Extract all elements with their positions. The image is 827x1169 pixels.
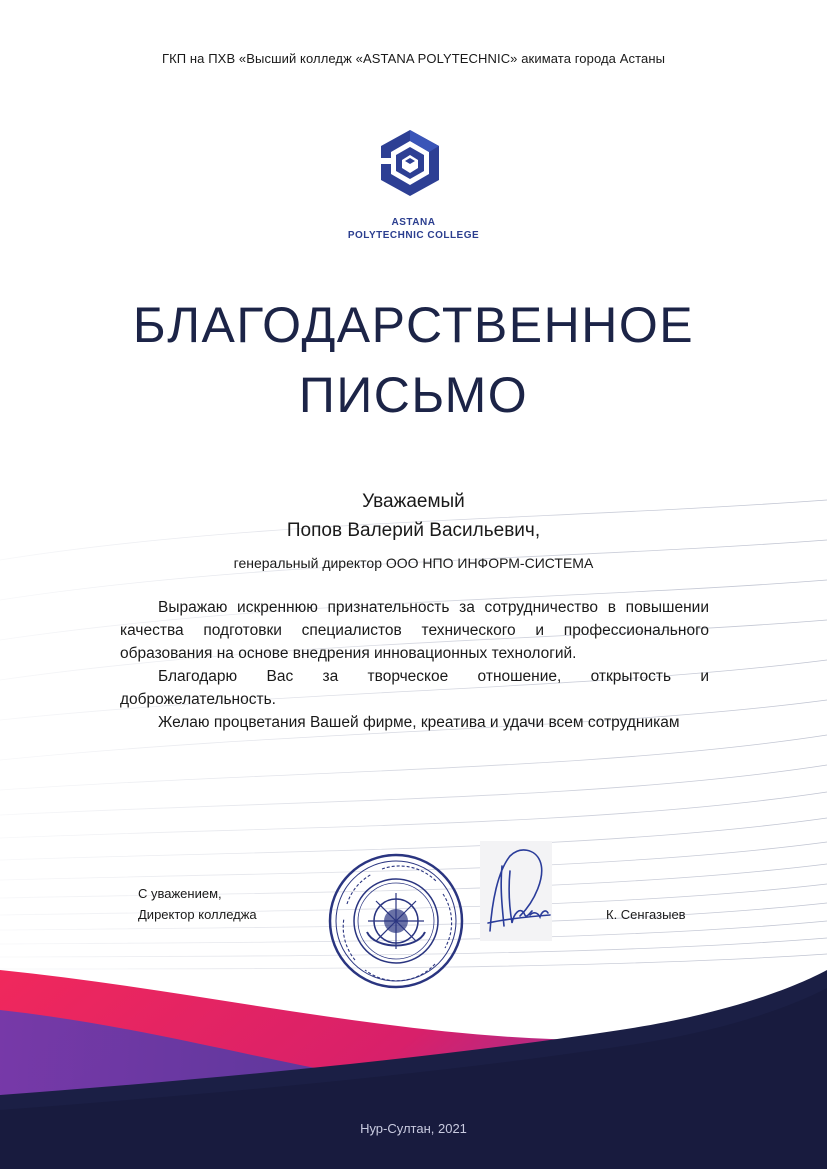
place-and-date: Нур-Султан, 2021 <box>360 1121 467 1136</box>
document-title-line1: БЛАГОДАРСТВЕННОЕ <box>132 297 695 353</box>
document-title-line2: ПИСЬМО <box>298 367 529 423</box>
letter-body <box>120 596 709 734</box>
official-seal-icon <box>327 852 465 990</box>
body-paragraph-1: Выражаю искреннюю признательность за сотрудничество в повышении качества подготовки специалистов технического и профессионального образования на основе внедрения инновационных технологий. <box>120 599 709 662</box>
recipient-name: Попов Валерий Васильевич, <box>286 520 541 541</box>
body-paragraph-3: Желаю процветания Вашей фирме, креатива и удачи всем сотрудникам <box>158 714 680 731</box>
body-paragraph-2: Благодарю Вас за творческое отношение, открытость и доброжелательность. <box>120 668 709 708</box>
greeting: Уважаемый <box>362 491 465 512</box>
handwritten-signature-icon <box>480 841 552 941</box>
astana-polytechnic-logo-icon <box>377 128 443 198</box>
recipient-position: генеральный директор ООО НПО ИНФОРМ-СИСТЕМА <box>233 555 594 571</box>
logo-text-line2: POLYTECHNIC COLLEGE <box>347 230 480 241</box>
closing-regards: С уважением, <box>138 886 222 901</box>
closing-title: Директор колледжа <box>138 907 257 922</box>
signer-name: К. Сенгазыев <box>606 907 686 922</box>
organization-header: ГКП на ПХВ «Высший колледж «ASTANA POLYTECHNIC» акимата города Астаны <box>161 51 666 66</box>
logo-text-line1: ASTANA <box>391 217 436 228</box>
